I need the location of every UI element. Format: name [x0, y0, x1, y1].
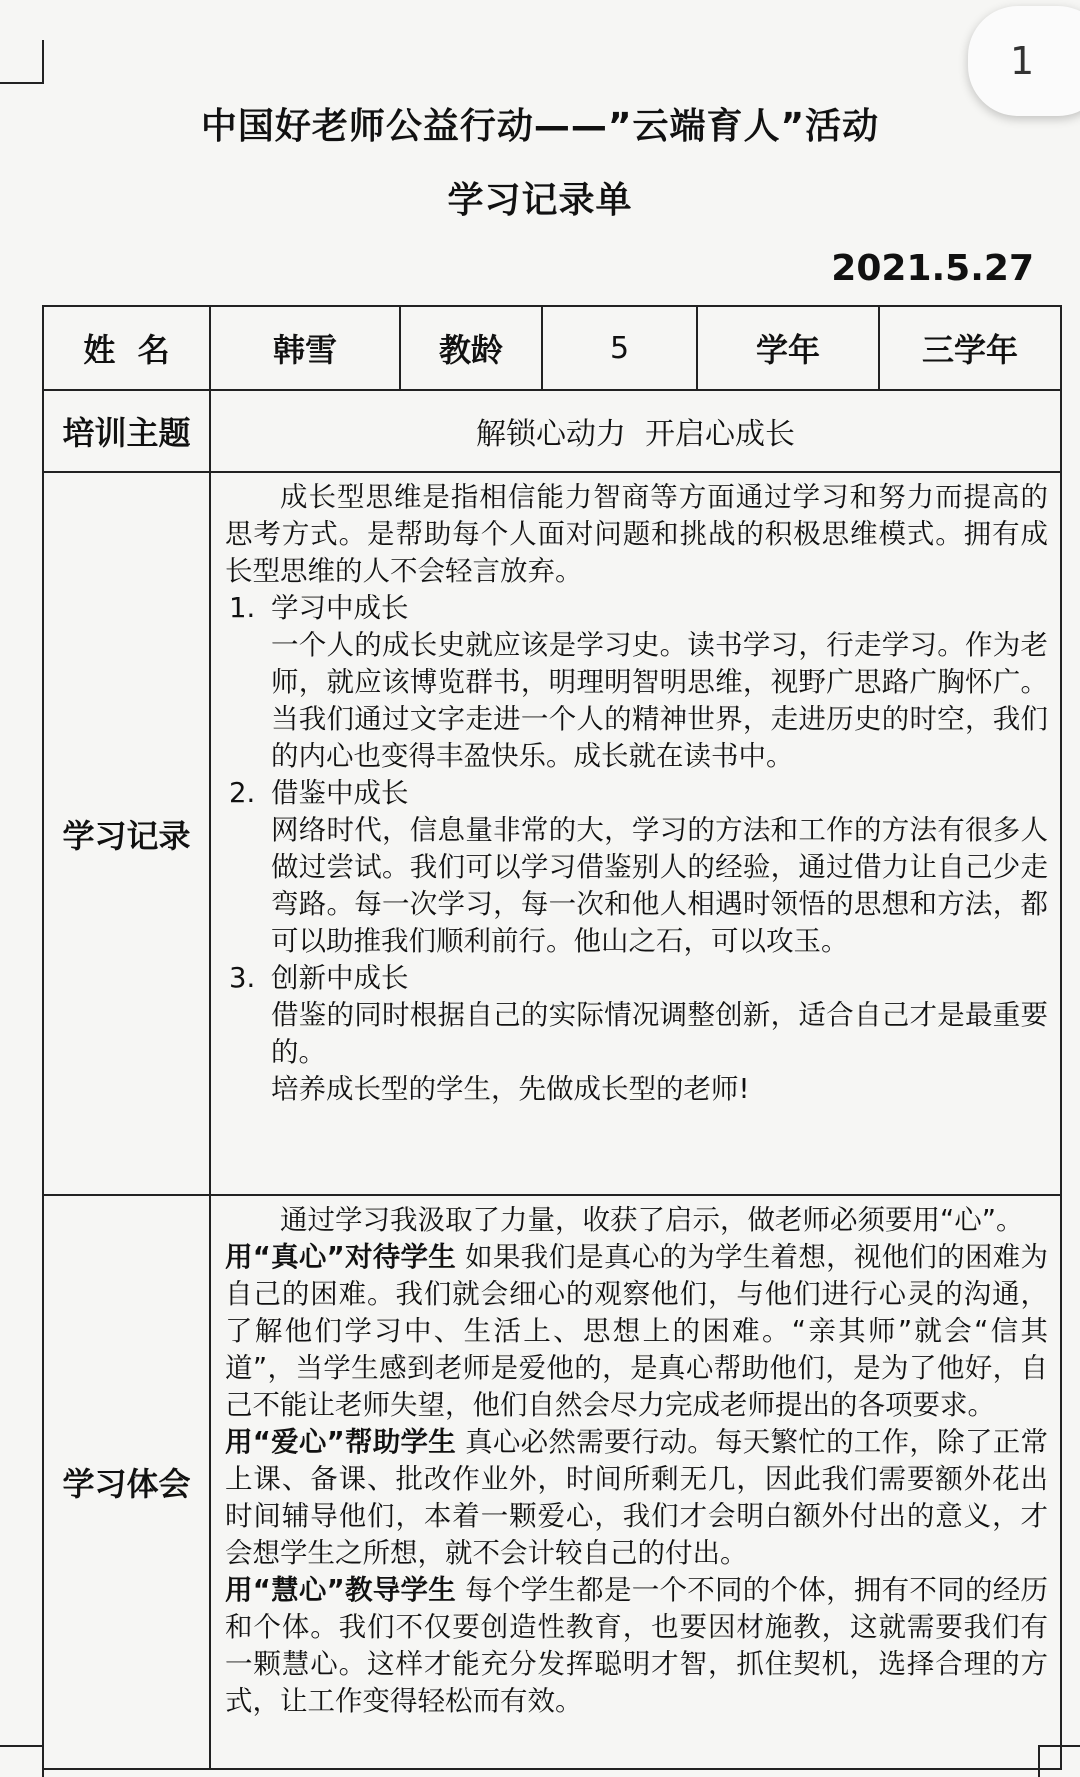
name-label: 姓 名: [43, 306, 210, 390]
study-record-closing: 培养成长型的学生，先做成长型的老师!: [271, 1073, 750, 1105]
study-record-content: [210, 472, 1061, 1195]
teaching-years-value: 5: [542, 306, 697, 390]
study-record-intro: 成长型思维是指相信能力智商等方面通过学习和努力而提高的思考方式。是帮助每个人面对问题和挑战的积极思维模式。拥有成长型思维的人不会轻言放弃。: [225, 481, 1048, 587]
study-reflection-content: [210, 1195, 1061, 1769]
page-number-badge: 1: [968, 6, 1080, 116]
topic-row: [43, 390, 1061, 472]
training-topic-value: 解锁心动力 开启心成长: [210, 390, 1061, 472]
study-record-label: 学习记录: [43, 472, 210, 1195]
reflection-paragraph: 用“真心”对待学生 如果我们是真心的为学生着想，视他们的困难为自己的困难。我们就会细心的观察他们，与他们进行心灵的沟通，了解他们学习中、生活上、思想上的困难。“亲其师”就会“信其道”，当学生感到老师是爱他的，是真心帮助他们，是为了他好，自己不能让老师失望，他们自然会尽力完成老师提出的各项要求。: [225, 1241, 1048, 1421]
study-reflection-intro: 通过学习我汲取了力量，收获了启示，做老师必须要用“心”。: [280, 1204, 1024, 1236]
training-topic-label: 培训主题: [43, 390, 210, 472]
record-date: 2021.5.27: [831, 248, 1034, 289]
study-record-row: [43, 472, 1061, 1195]
record-table: [42, 305, 1062, 1770]
teaching-years-label: 教龄: [400, 306, 542, 390]
crop-mark-top-left: [0, 40, 44, 84]
list-item-heading: 1. 学习中成长: [229, 592, 409, 624]
document-title: 中国好老师公益行动——”云端育人”活动: [200, 106, 880, 147]
list-item-text: 一个人的成长史就应该是学习史。读书学习，行走学习。作为老师，就应该博览群书，明理明智明思维，视野广思路广胸怀广。当我们通过文字走进一个人的精神世界，走进历史的时空，我们的内心也变得丰盈快乐。成长就在读书中。: [271, 629, 1048, 772]
list-item-heading: 2. 借鉴中成长: [229, 777, 409, 809]
list-item-heading: 3. 创新中成长: [229, 962, 409, 994]
document-subtitle: 学习记录单: [447, 180, 633, 221]
study-reflection-row: [43, 1195, 1061, 1769]
name-value: 韩雪: [210, 306, 400, 390]
reflection-paragraph: 用“爱心”帮助学生 真心必然需要行动。每天繁忙的工作，除了正常上课、备课、批改作业外，时间所剩无几，因此我们需要额外花出时间辅导他们，本着一颗爱心，我们才会明白额外付出的意义，才会想学生之所想，就不会计较自己的付出。: [225, 1426, 1048, 1569]
list-item-text: 借鉴的同时根据自己的实际情况调整创新，适合自己才是最重要的。: [271, 999, 1048, 1068]
study-reflection-label: 学习体会: [43, 1195, 210, 1769]
reflection-paragraph: 用“慧心”教导学生 每个学生都是一个不同的个体，拥有不同的经历和个体。我们不仅要创造性教育，也要因材施教，这就需要我们有一颗慧心。这样才能充分发挥聪明才智，抓住契机，选择合理的方式，让工作变得轻松而有效。: [225, 1574, 1048, 1717]
header-row: [43, 306, 1061, 390]
grade-label: 学年: [697, 306, 879, 390]
list-item-text: 网络时代，信息量非常的大，学习的方法和工作的方法有很多人做过尝试。我们可以学习借鉴别人的经验，通过借力让自己少走弯路。每一次学习，每一次和他人相遇时领悟的思想和方法，都可以助推我们顺利前行。他山之石，可以攻玉。: [271, 814, 1048, 957]
grade-value: 三学年: [879, 306, 1061, 390]
crop-mark-bottom-left: [0, 1745, 44, 1777]
